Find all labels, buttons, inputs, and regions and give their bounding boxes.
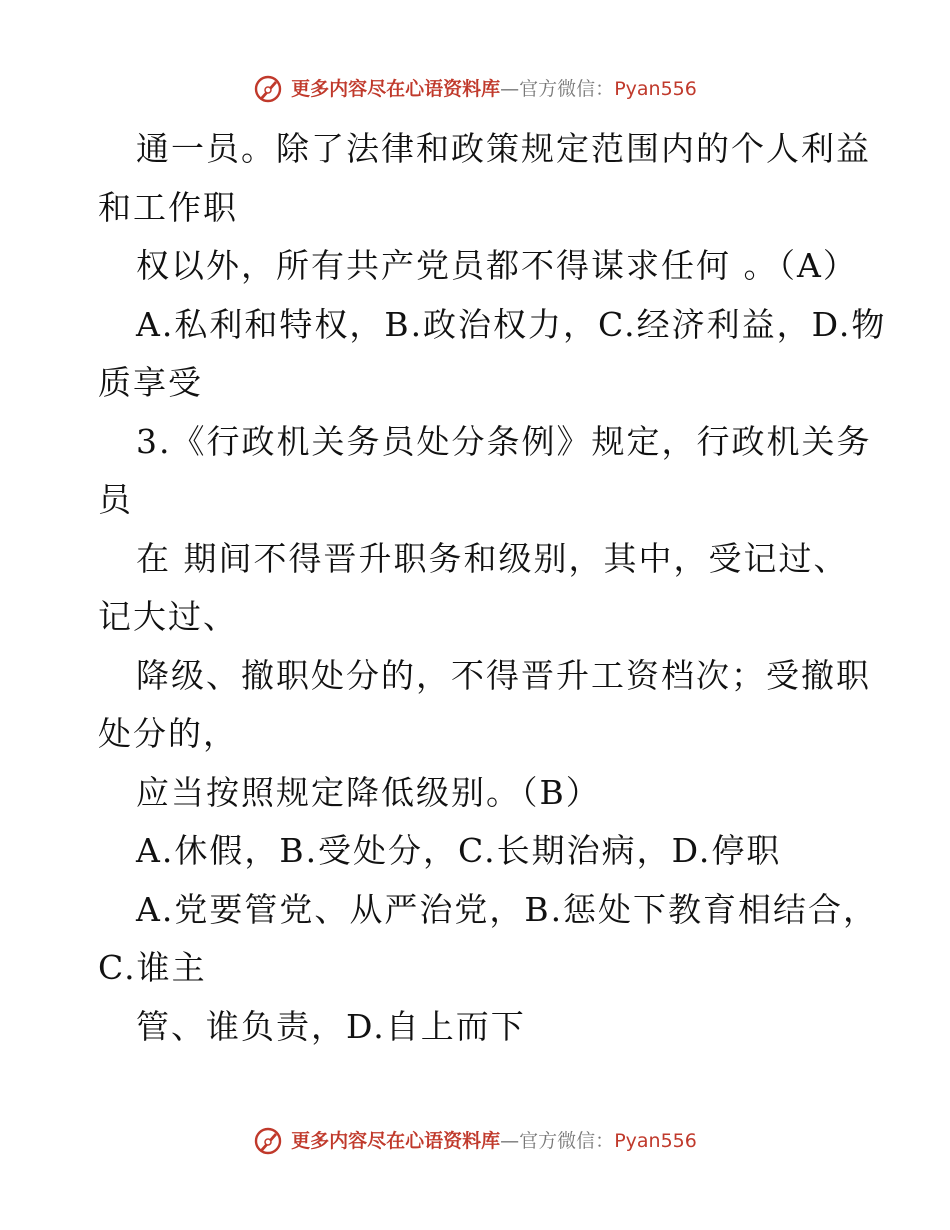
line-text: A.私利和特权，B.政治权力，C.经济利益，D.物 [136, 304, 887, 344]
line-wrap-text: 员 [98, 480, 133, 519]
text-line-4 [98, 413, 872, 530]
text-line-7 [98, 764, 858, 823]
banner-wechat-id: Pyan556 [614, 1130, 697, 1152]
line-text: 3.《行政机关务员处分条例》规定，行政机关务 [136, 421, 872, 461]
line-text: 应当按照规定降低级别。（B） [136, 772, 601, 812]
text-line-3 [98, 296, 887, 413]
banner-wechat-id: Pyan556 [614, 78, 697, 100]
quill-pen-circle-icon [253, 1126, 283, 1156]
line-text: 降级、撤职处分的，不得晋升工资档次；受撤职 [136, 655, 871, 695]
text-line-1 [98, 120, 871, 237]
line-text: 通一员。除了法律和政策规定范围内的个人利益 [136, 129, 871, 168]
footer-watermark-banner [0, 1126, 950, 1156]
banner-text [291, 1128, 697, 1154]
text-line-10 [98, 998, 858, 1057]
line-wrap-text: 质享受 [98, 363, 203, 402]
line-wrap-text: C.谁主 [98, 948, 207, 987]
banner-label: 官方微信： [519, 1130, 615, 1152]
line-wrap-text: 记大过、 [98, 597, 238, 636]
banner-text [291, 76, 697, 102]
quill-pen-circle-icon [253, 74, 283, 104]
text-line-6 [98, 647, 871, 764]
line-wrap-text: 和工作职 [98, 187, 238, 227]
line-text: A.党要管党、从严治党，B.惩处下教育相结合， [136, 889, 879, 929]
banner-main-text: 更多内容尽在心语资料库 [291, 78, 501, 100]
line-text: 权以外，所有共产党员都不得谋求任何 。（A） [136, 246, 858, 285]
banner-main-text: 更多内容尽在心语资料库 [291, 1130, 501, 1152]
line-wrap-text: 处分的， [98, 714, 238, 753]
line-text: A.休假，B.受处分，C.长期治病，D.停职 [136, 831, 782, 870]
header-watermark-banner [0, 74, 950, 104]
banner-separator: — [500, 78, 520, 100]
banner-separator: — [500, 1130, 520, 1152]
text-line-8 [98, 822, 858, 881]
banner-label: 官方微信： [519, 78, 615, 100]
text-line-5 [98, 530, 858, 647]
text-line-9 [98, 881, 879, 998]
document-body [98, 120, 887, 1056]
text-line-2 [98, 237, 858, 296]
line-text: 在 期间不得晋升职务和级别，其中，受记过、 [136, 538, 849, 578]
line-text: 管、谁负责，D.自上而下 [136, 1006, 526, 1046]
